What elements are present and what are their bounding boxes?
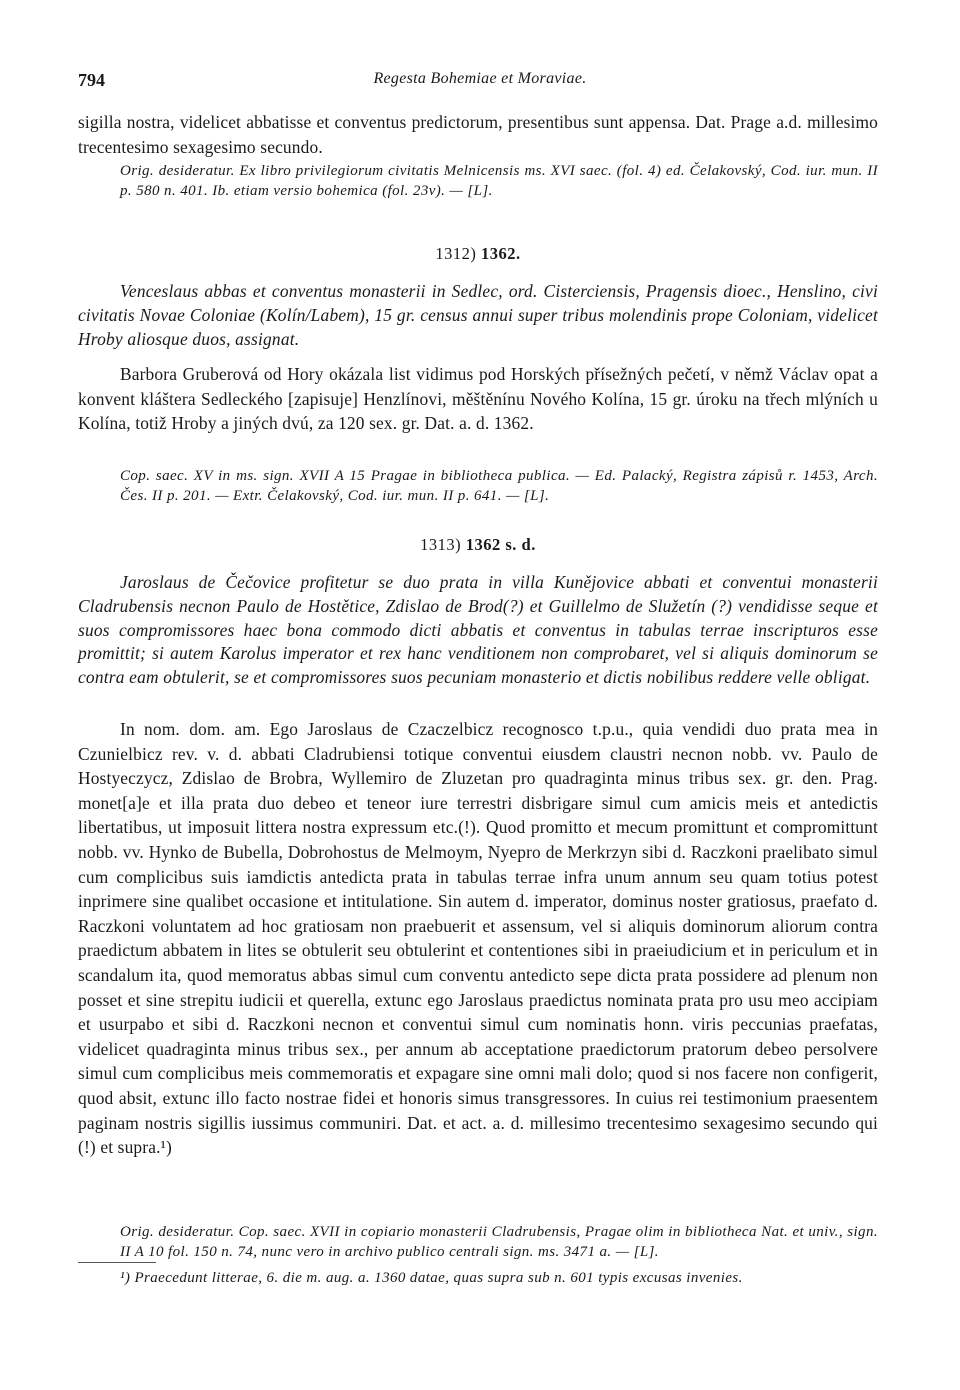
- doc-1313-date: 1362 s. d.: [465, 535, 536, 554]
- doc-1313-body-text: In nom. dom. am. Ego Jaroslaus de Czaczelbicz recognosco t.p.u., quia vendidi duo prata mea in Czunielbicz rev. v. d. abbati Cladrubiensi totique conventui eiusdem claustri necnon nobb. vv. Paulo de Hostyeczycz, Zdislao de Brobra, Wyllemiro de Zluzetan pro quadraginta minus tribus sex. gr. den. Prag. monet[a]e et illa prata duo debeo et teneor iure terrestri disbrigare simul cum amicis meis et antedictis libertatibus, ut imposuit littera nostra expressum etc.(!). Quod promitto et mecum promittunt et compromittunt nobb. vv. Hynko de Bubella, Dobrohostus de Melmoym, Nyepro de Merkrzyn sibi d. Raczkoni praelibato simul cum complicibus suis iamdictis antedicta prata in tabulas terrae infra unum annum seu quam totius potest inprimere sine qualibet occasione et intitulatione. Sin autem d. imperator, dominus noster gratiosus, praefato d. Raczkoni voluntatem ad hoc gratiosam non praebuerit et assensum, vel si aliquis dominorum aliorum contra praedictum abbatem in lites se obtulerit seu obtulerint et contentiones sibi in praeiudicium et in periculum et in scandalum ita, quod memoratus abbas simul cum conventu antedicto sepe dicta prata possidere ad plenum non posset et sine strepitu iudicii et querella, extunc ego Jaroslaus praedictus nominata prata pro usu meo accipiam et usurpabo et sibi d. Raczkoni necnon et conventui simul cum nominatis honn. viris peccunias praefatas, videlicet quadraginta minus tribus sex., per annum ab acceptatione praedictorum pratorum debeo persolvere simul cum complicibus meis commemoratis et expagare sine omni mali dolo; quod si nos facere non configerit, quod absit, extunc illo facto nostrae fidei et honoris simus transgressores. In cuius rei testimonium praesentem paginam nostris sigillis iussimus communiri. Dat. et act. a. d. millesimo trecentesimo sexagesimo secundo qui (!) et supra.¹): [78, 719, 878, 1158]
- continuation-source-note: [78, 161, 878, 201]
- continuation-paragraph: sigilla nostra, videlicet abbatisse et conventus predictorum, presentibus sunt appensa. Dat. Prage a.d. millesimo trecentesimo sexagesimo secundo.: [78, 112, 878, 157]
- doc-1312-regest-text: Venceslaus abbas et conventus monasterii in Sedlec, ord. Cisterciensis, Pragensis dioec., Henslino, civi civitatis Novae Coloniae (Kolín/Labem), 15 gr. census annui super tribus molendinis prope Coloniam, videlicet Hroby aliosque duos, assignat.: [78, 281, 878, 349]
- doc-1312-heading: [78, 244, 878, 264]
- doc-1313-number: 1313): [420, 535, 462, 554]
- doc-1312-note-text: Cop. saec. XV in ms. sign. XVII A 15 Pragae in bibliotheca publica. — Ed. Palacký, Registra zápisů r. 1453, Arch. Čes. II p. 201. — Extr. Čelakovský, Cod. iur. mun. II p. 641. — [L].: [120, 468, 878, 504]
- doc-1312-date: 1362.: [481, 244, 521, 263]
- source-note-text: Orig. desideratur. Ex libro privilegiorum civitatis Melnicensis ms. XVI saec. (fol. 4) ed. Čelakovský, Cod. iur. mun. II p. 580 n. 401. Ib. etiam versio bohemica (fol. 23v). — [L].: [120, 163, 878, 199]
- doc-1312-body-text: Barbora Gruberová od Hory okázala list vidimus pod Horských přísežných pečetí, v němž Václav opat a konvent kláštera Sedleckého [zapisuje] Henzlínovi, měštěnínu Nového Kolína, 15 gr. úroku na třech mlýních u Kolína, totiž Hroby a jiných dvú, za 120 sex. gr. Dat. a. d. 1362.: [78, 364, 878, 434]
- footnote: [78, 1268, 878, 1288]
- doc-1313-regest: [78, 571, 878, 690]
- doc-1313-regest-text: Jaroslaus de Čečovice profitetur se duo prata in villa Kunějovice abbati et conventui monasterii Cladrubensis necnon Paulo de Hostětice, Zdislao de Brod(?) et Guillelmo de Služetín (?) vendidisse seque et suos compromissores haec bona commodo dicti abbatis et conventus in tabulas terrae inscripturos esse promittit; si autem Karolus imperator et rex hanc venditionem non comprobaret, vel si aliquis dominorum se contra eam obtulerit, se et compromissores suos pecuniam monasterio et dictis nobilibus reddere velle obligat.: [78, 572, 878, 688]
- running-title: Regesta Bohemiae et Moraviae.: [373, 70, 587, 87]
- doc-1312-text: [78, 362, 878, 436]
- page-number: 794: [78, 70, 105, 90]
- doc-1313-text: [78, 717, 878, 1160]
- doc-1313-note-text: Orig. desideratur. Cop. saec. XVII in copiario monasterii Cladrubensis, Pragae olim in bibliotheca Nat. et univ., sign. II A 10 fol. 150 n. 74, nunc vero in archivo publico centrali sign. ms. 3471 a. — [L].: [120, 1224, 878, 1260]
- doc-1313-source-note: [78, 1222, 878, 1262]
- footnote-divider: [78, 1262, 156, 1263]
- doc-1312-number: 1312): [435, 244, 477, 263]
- doc-1312-source-note: [78, 466, 878, 506]
- footnote-text: ¹) Praecedunt litterae, 6. die m. aug. a. 1360 datae, quas supra sub n. 601 typis excusas invenies.: [120, 1270, 743, 1286]
- doc-1312-regest: [78, 280, 878, 351]
- doc-1313-heading: [78, 535, 878, 555]
- continuation-text: [78, 110, 878, 159]
